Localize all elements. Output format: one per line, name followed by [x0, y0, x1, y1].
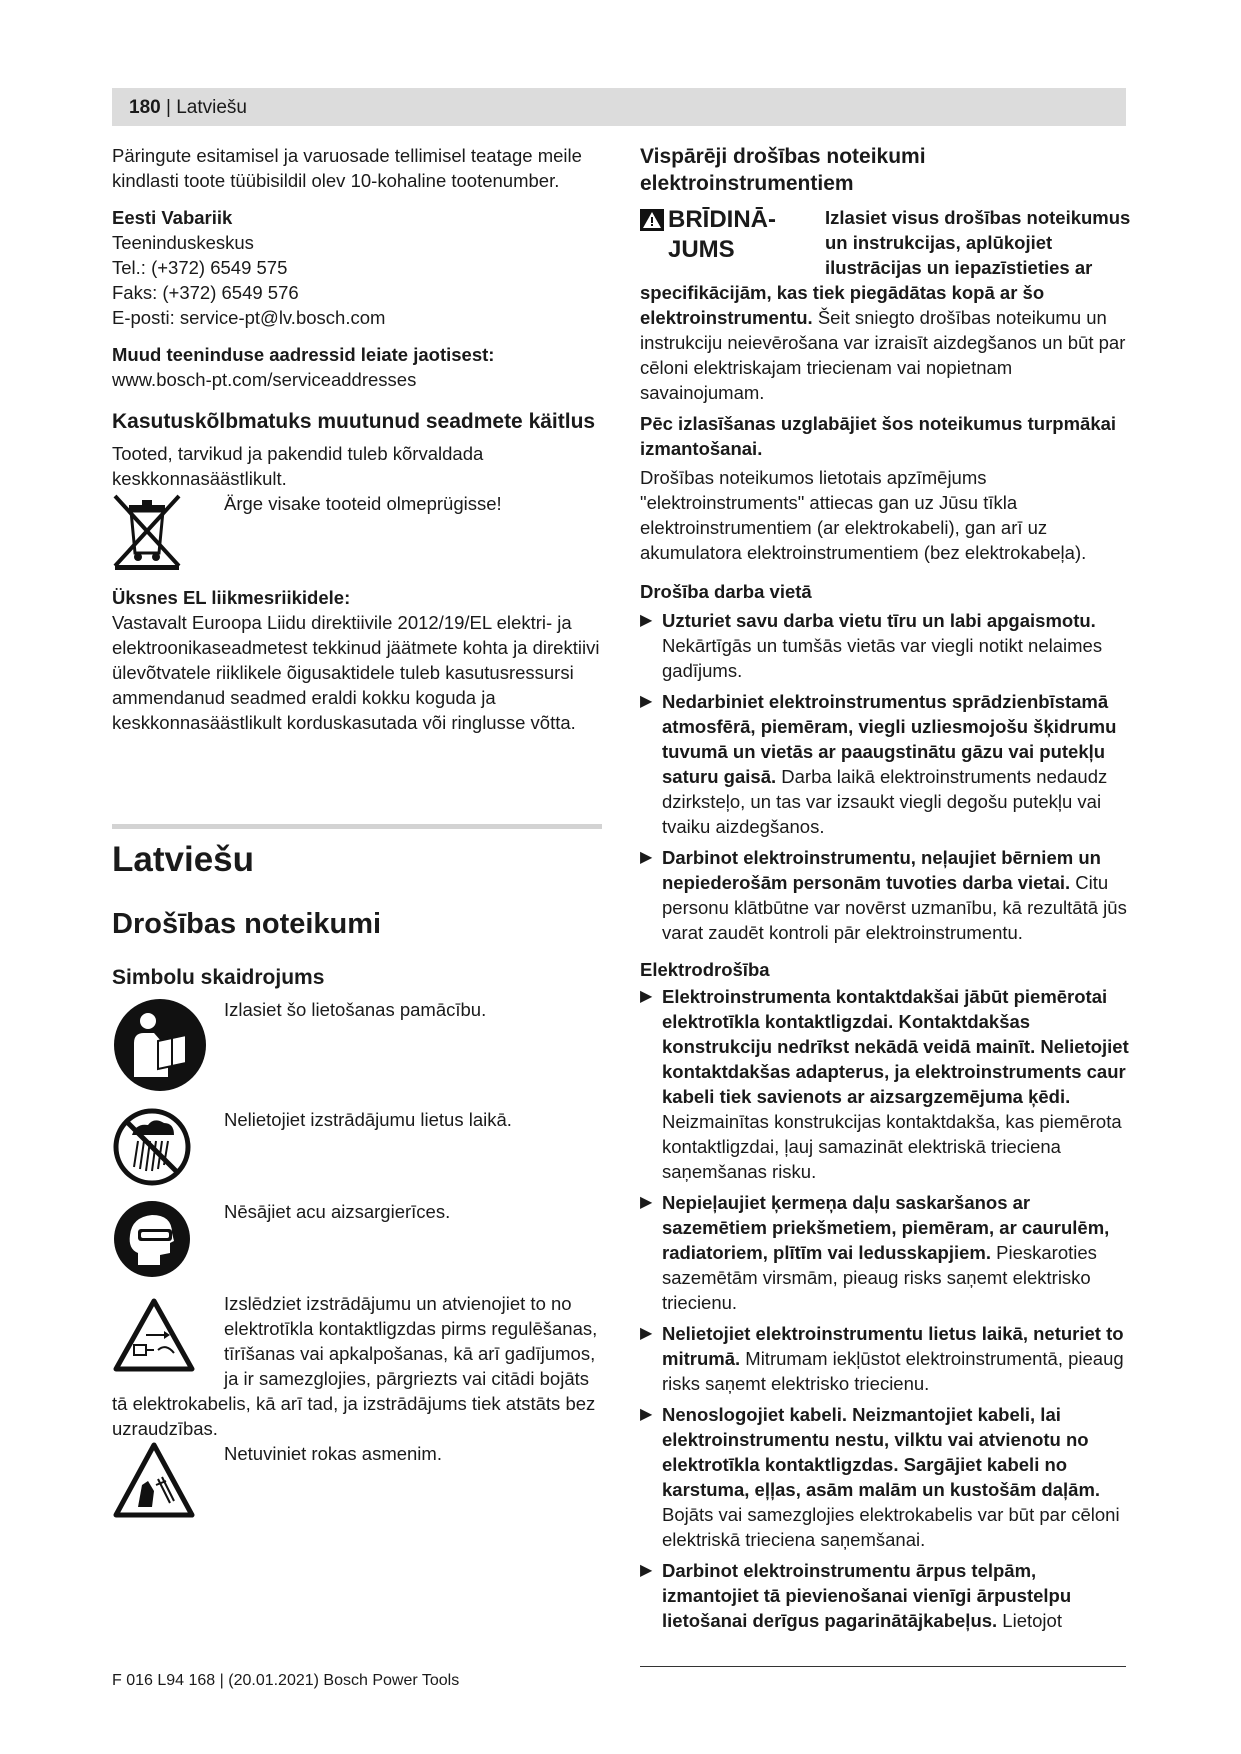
- warning-bold: Izlasiet visus drošības noteikumus un instrukcijas, aplūkojiet ilustrācijas un iepazīstieties ar specifikācijām, kas tiek piegādātas kopā ar šo elektroinstrumentu.: [640, 207, 1131, 328]
- symbol-item: [112, 1107, 602, 1199]
- symbol-item: [112, 1199, 602, 1291]
- symbol-item: [112, 1441, 602, 1531]
- warning-triangle-icon: [640, 209, 664, 231]
- term-text: Drošības noteikumos lietotais apzīmējums "elektroinstruments" attiecas gan uz Jūsu tīkla elektroinstrumentiem (ar elektrokabeli), gan arī uz akumulatora elektroinstrumentiem (bez elektrokabeļa).: [640, 467, 1087, 563]
- latvian-section: [112, 838, 602, 1531]
- section-divider: [112, 824, 602, 829]
- unplug-warning-icon: [112, 1297, 196, 1373]
- item-text: Lietojot: [997, 1610, 1062, 1631]
- workplace-item: [640, 608, 1136, 683]
- disposal-text: Tooted, tarvikud ja pakendid tuleb kõrvaldada keskkonnasäästlikult.: [112, 443, 484, 489]
- page-number: 180: [129, 97, 161, 118]
- crossed-bin-icon: [112, 491, 182, 571]
- symbol-text: Netuviniet rokas asmenim.: [224, 1443, 442, 1464]
- page-footer: F 016 L94 168 | (20.01.2021) Bosch Power Tools: [112, 1672, 460, 1689]
- item-bold: Nedarbiniet elektroinstrumentus sprādzienbīstamā atmosfērā, piemēram, viegli uzliesmojošu šķidrumu tuvumā un vietās ar paaugstinātu gāzu vai putekļu saturu gaisā.: [662, 691, 1117, 787]
- item-bold: Uzturiet savu darba vietu tīru un labi apgaismotu.: [662, 610, 1096, 631]
- other-addresses-url[interactable]: www.bosch-pt.com/serviceaddresses: [112, 369, 417, 390]
- other-addresses-heading: Muud teeninduse aadressid leiate jaotisest:: [112, 344, 495, 365]
- left-column: [112, 143, 602, 735]
- disposal-icon-text: Ärge visake tooteid olmeprügisse!: [224, 493, 502, 514]
- item-text: Citu personu klātbūtne var novērst uzmanību, kā rezultātā jūs varat zaudēt kontroli pār elektroinstrumentu.: [662, 872, 1127, 943]
- eu-text: Vastavalt Euroopa Liidu direktiivile 2012/19/EL elektri- ja elektroonikaseadmetest tekkinud jäätmete kohta ja direktiivi ülevõtvatele riiklikele õigusaktidele tuleb kasutusressursi ammendanud seadmed eraldi kokku koguda ja keskkonnasäästlikult korduskasutada või ringlusse võtta.: [112, 612, 600, 733]
- contact-line: Teeninduskeskus: [112, 232, 254, 253]
- language-title: Latviešu: [112, 840, 254, 879]
- footer-rule: [640, 1666, 1126, 1667]
- electric-item: [640, 1190, 1136, 1315]
- bullet-arrow-icon: ▶: [640, 693, 653, 710]
- bullet-arrow-icon: ▶: [640, 612, 653, 629]
- item-bold: Nepieļaujiet ķermeņa daļu saskaršanos ar sazemētiem priekšmetiem, piemēram, ar caurulēm, radiatoriem, plītīm vai ledusskapjiem.: [662, 1192, 1110, 1263]
- item-bold: Darbinot elektroinstrumentu, neļaujiet bērniem un nepiederošām personām tuvoties darba vietai.: [662, 847, 1101, 893]
- symbols-title: Simbolu skaidrojums: [112, 966, 325, 989]
- item-text: Pieskaroties sazemētām virsmām, pieaug risks saņemt elektrisko triecienu.: [662, 1242, 1097, 1313]
- read-manual-icon: [112, 997, 208, 1093]
- electric-item: [640, 1321, 1136, 1396]
- electric-heading: Elektrodrošība: [640, 959, 770, 980]
- symbol-item: [112, 997, 602, 1107]
- eu-heading: Üksnes EL liikmesriikidele:: [112, 587, 351, 608]
- disposal-row: [112, 491, 602, 575]
- workplace-item: [640, 845, 1136, 945]
- symbol-text: Nēsājiet acu aizsargierīces.: [224, 1201, 451, 1222]
- keep-note: Pēc izlasīšanas uzglabājiet šos noteikumus turpmākai izmantošanai.: [640, 413, 1117, 459]
- bullet-arrow-icon: ▶: [640, 1406, 653, 1423]
- contact-heading: Eesti Vabariik: [112, 207, 233, 228]
- header-text: [129, 97, 247, 119]
- symbol-text: Nelietojiet izstrādājumu lietus laikā.: [224, 1109, 512, 1130]
- warning-text: Šeit sniegto drošības noteikumu un instrukciju neievērošana var izraisīt aizdegšanos un būt par cēloni elektriskajam triecienam vai nopietnam savainojumam.: [640, 307, 1126, 403]
- item-text: Neizmainītas konstrukcijas kontaktdakša, kas piemērota kontaktligzdai, ļauj samazināt elektriskā trieciena saņemšanas risku.: [662, 1111, 1122, 1182]
- general-safety-heading: Vispārēji drošības noteikumi elektroinstrumentiem: [640, 145, 926, 195]
- header-separator: |: [165, 97, 171, 118]
- item-text: Nekārtīgās un tumšās vietās var viegli notikt nelaimes gadījums.: [662, 635, 1103, 681]
- no-rain-icon: [112, 1107, 192, 1187]
- symbol-item: [112, 1291, 602, 1441]
- bullet-arrow-icon: ▶: [640, 1562, 653, 1579]
- bullet-arrow-icon: ▶: [640, 849, 653, 866]
- bullet-arrow-icon: ▶: [640, 988, 653, 1005]
- bullet-arrow-icon: ▶: [640, 1325, 653, 1342]
- item-text: Darba laikā elektroinstruments nedaudz dzirksteļo, un tas var izsaukt viegli degošu putekļu vai tvaiku aizdegšanos.: [662, 766, 1108, 837]
- page-header: [112, 88, 1126, 126]
- item-bold: Nelietojiet elektroinstrumentu lietus laikā, neturiet to mitrumā.: [662, 1323, 1124, 1369]
- symbol-text: Izlasiet šo lietošanas pamācību.: [224, 999, 487, 1020]
- header-section: Latviešu: [176, 97, 247, 118]
- blade-hand-warning-icon: [112, 1441, 196, 1521]
- electric-item: [640, 1558, 1136, 1633]
- disposal-heading: Kasutuskõlbmatuks muutunud seadmete käitlus: [112, 410, 596, 433]
- item-bold: Darbinot elektroinstrumentu ārpus telpām, izmantojiet tā pievienošanai vienīgi ārpustelpu lietošanai derīgus pagarinātājkabeļus.: [662, 1560, 1072, 1631]
- right-column: [640, 143, 1136, 1633]
- workplace-item: [640, 689, 1136, 839]
- contact-line: Faks: (+372) 6549 576: [112, 282, 299, 303]
- contact-line: E-posti: service-pt@lv.bosch.com: [112, 307, 386, 328]
- item-text: Mitrumam iekļūstot elektroinstrumentā, pieaug risks saņemt elektrisko triecienu.: [662, 1348, 1124, 1394]
- safety-title: Drošības noteikumi: [112, 908, 382, 940]
- symbol-text: Izslēdziet izstrādājumu un atvienojiet to no elektrotīkla kontaktligzdas pirms regulēšanas, tīrīšanas vai apkalpošanas, kā arī gadījumos, ja ir samezglojies, pārgriezts vai citādi bojāts tā elektrokabelis, kā arī tad, ja izstrādājums tiek atstāts bez uzraudzības.: [112, 1293, 598, 1439]
- electric-item: [640, 1402, 1136, 1552]
- contact-line: Tel.: (+372) 6549 575: [112, 257, 288, 278]
- warning-label: BRĪDINĀ- JUMS: [668, 206, 776, 263]
- item-text: Bojāts vai samezglojies elektrokabelis var būt par cēloni elektriskā trieciena saņemšanai.: [662, 1504, 1120, 1550]
- bullet-arrow-icon: ▶: [640, 1194, 653, 1211]
- warning-label-box: [640, 205, 825, 277]
- eye-protection-icon: [112, 1199, 192, 1279]
- warning-block: [640, 205, 1136, 405]
- electric-item: [640, 984, 1136, 1184]
- item-bold: Elektroinstrumenta kontaktdakšai jābūt piemērotai elektrotīkla kontaktligzdai. Kontaktdakšas konstrukciju nedrīkst nekādā veidā mainīt. Nelietojiet kontaktdakšas adapterus, ja elektroinstruments caur kabeli tiek savienots ar aizsargzemējuma ķēdi.: [662, 986, 1129, 1107]
- workplace-heading: Drošība darba vietā: [640, 581, 812, 602]
- intro-text: Päringute esitamisel ja varuosade tellimisel teatage meile kindlasti toote tüübisildil olev 10-kohaline tootenumber.: [112, 145, 582, 191]
- item-bold: Nenoslogojiet kabeli. Neizmantojiet kabeli, lai elektroinstrumentu nestu, vilktu vai atvienotu no elektrotīkla kontaktligzdas. Sargājiet kabeli no karstuma, eļļas, asām malām un kustošām daļām.: [662, 1404, 1101, 1500]
